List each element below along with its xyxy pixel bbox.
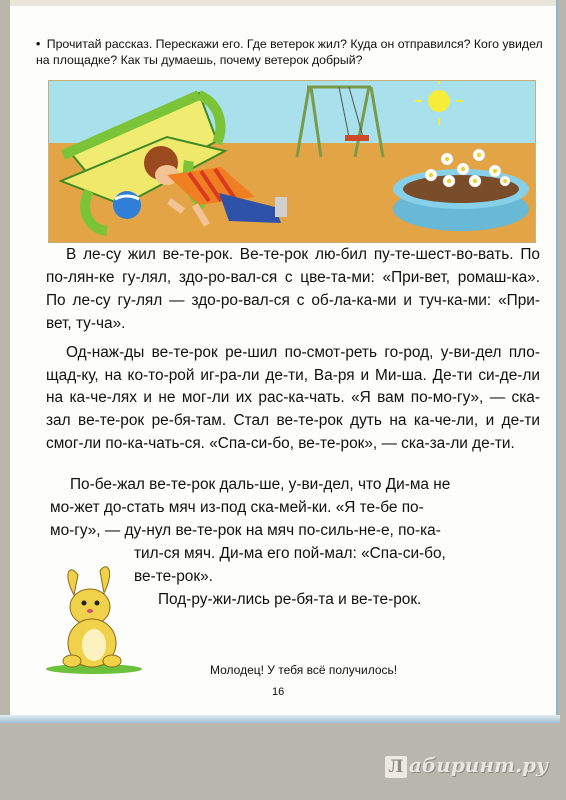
story-text [46,244,540,462]
story-paragraph-3-line-5: ве-те-рок». [134,567,213,585]
task-instruction [36,37,551,68]
page-bottom-edge [0,715,560,723]
swing-seat [345,135,369,141]
story-paragraph-3-line-1: По-бе-жал ве-те-рок даль-ше, у-ви-дел, что Ди-ма не [70,476,451,493]
playground-picture [49,81,535,242]
story-paragraph-3-line-3: мо-гу», — ду-нул ве-те-рок на мяч по-силь-не-е, по-ка- [50,521,441,539]
story-paragraph-4: Под-ру-жи-лись ре-бя-та и ве-те-рок. [158,591,422,608]
watermark-text: абиринт.ру [408,753,548,777]
story-paragraph-3-line-4: тил-ся мяч. Ди-ма его пой-мал: «Спа-си-бо, [134,544,446,562]
story-paragraph-3-line-2: мо-жет до-стать мяч из-под ска-мей-ки. «Я те-бе по- [50,498,424,516]
sun-icon [428,90,450,112]
bunny-icon [44,565,156,675]
page-number: 16 [272,686,285,698]
task-bullet: • [36,37,41,51]
labirint-logo-icon: Л [385,756,407,778]
page-top-edge [10,0,556,6]
task-text: Прочитай рассказ. Перескажи его. Где ветерок жил? Куда он отправился? Кого увидел на площадке? Как ты думаешь, почему ветерок добрый? [36,37,543,67]
book-page [10,0,558,715]
labirint-watermark [385,753,548,778]
story-illustration [48,80,536,243]
story-paragraph-2: Од-наж-ды ве-те-рок ре-шил по-смот-реть го-род, у-ви-дел пло-щад-ку, на ко-то-рой иг-ра-ли де-ти, Ва-ря и Ми-ша. Де-ти си-де-ли на ка-че-лях и не мог-ли их рас-ка-чать. «Я вам по-мо-гу», — ска-зал ве-те-рок ре-бя-там. Стал ве-те-рок дуть на ка-че-ли, и де-ти смог-ли по-ка-чать-ся. «Спа-си-бо, ве-те-рок», — ска-за-ли де-ти. [46,343,540,453]
praise-text: Молодец! У тебя всё получилось! [210,663,398,677]
story-paragraph-1: В ле-су жил ве-те-рок. Ве-те-рок лю-бил пу-те-шест-во-вать. По по-лян-ке гу-лял, здо-ро-вал-ся с цве-та-ми: «При-вет, ромаш-ка». По ле-су гу-лял — здо-ро-вал-ся с об-ла-ка-ми и туч-ка-ми: «При-вет, ту-ча». [46,246,540,332]
